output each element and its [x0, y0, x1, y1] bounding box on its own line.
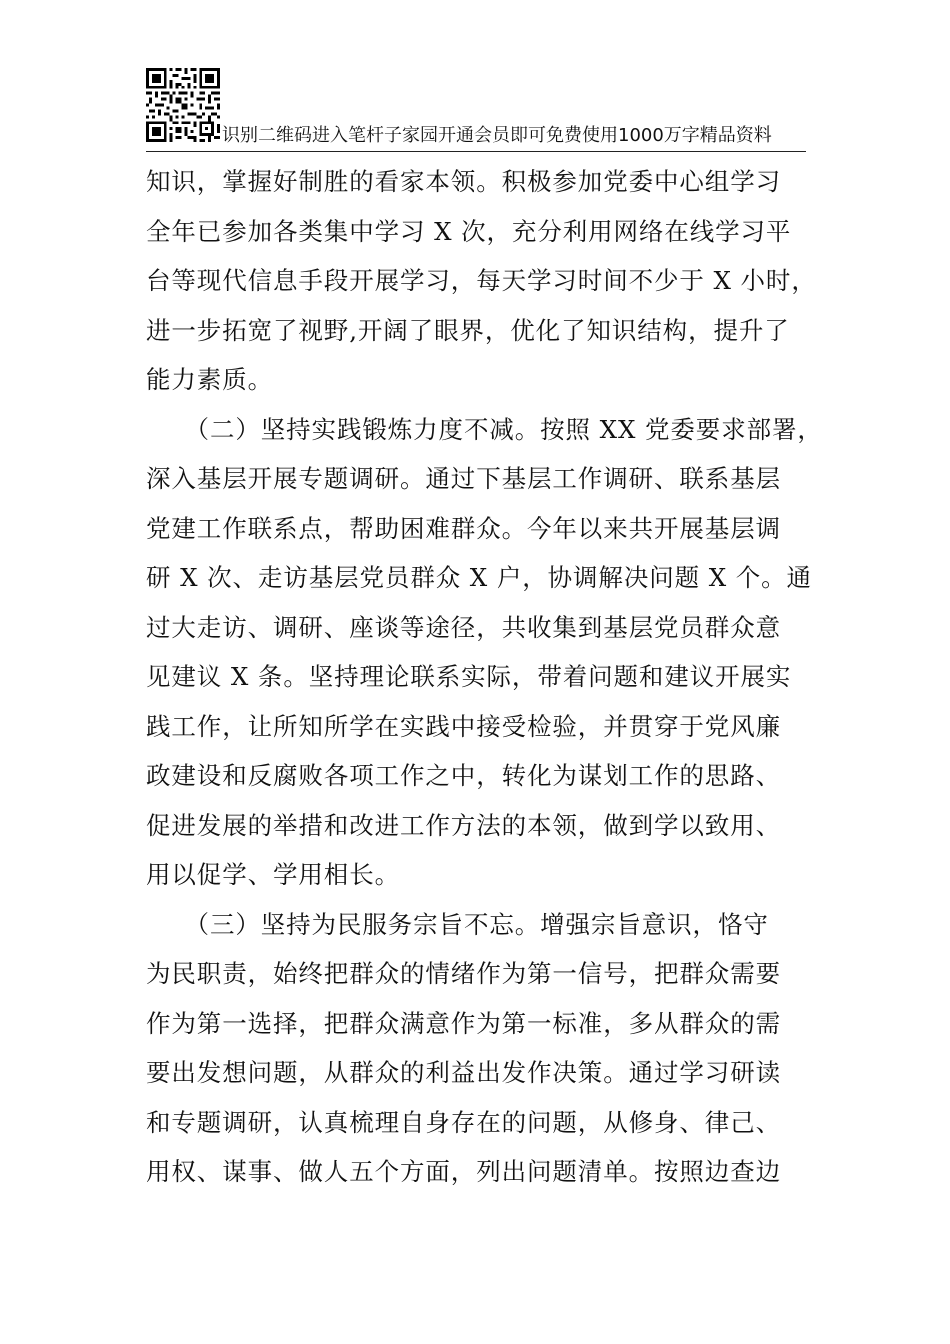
qr-code-icon[interactable] — [146, 68, 220, 142]
body-line: 践工作，让所知所学在实践中接受检验，并贯穿于党风廉 — [146, 711, 781, 741]
body-line: 政建设和反腐败各项工作之中，转化为谋划工作的思路、 — [146, 761, 781, 790]
body-line: 党建工作联系点，帮助困难群众。今年以来共开展基层调 — [146, 513, 781, 543]
body-line: 用权、谋事、做人五个方面，列出问题清单。按照边查边 — [146, 1157, 781, 1186]
header-divider — [146, 151, 806, 152]
body-line: 作为第一选择，把群众满意作为第一标准，多从群众的需 — [146, 1008, 781, 1038]
body-line: 促进发展的举措和改进工作方法的本领，做到学以致用、 — [146, 810, 781, 840]
body-line: 能力素质。 — [146, 365, 273, 394]
page-header — [146, 68, 806, 152]
body-line: 台等现代信息手段开展学习，每天学习时间不少于 X 小时， — [146, 266, 817, 295]
body-line: 过大走访、调研、座谈等途径，共收集到基层党员群众意 — [146, 612, 781, 642]
header-promo-text: 识别二维码进入笔杆子家园开通会员即可免费使用1000万字精品资料 — [222, 125, 772, 146]
body-line: 和专题调研，认真梳理自身存在的问题，从修身、律己、 — [146, 1107, 781, 1137]
body-line: 全年已参加各类集中学习 X 次，充分利用网络在线学习平 — [146, 216, 792, 246]
body-line: 进一步拓宽了视野,开阔了眼界，优化了知识结构，提升了 — [146, 315, 790, 345]
body-line: 知识，掌握好制胜的看家本领。积极参加党委中心组学习 — [146, 167, 781, 196]
body-line: 为民职责，始终把群众的情绪作为第一信号，把群众需要 — [146, 959, 781, 988]
section-heading-line: （二）坚持实践锻炼力度不减。按照 XX 党委要求部署， — [146, 414, 823, 444]
body-line: 深入基层开展专题调研。通过下基层工作调研、联系基层 — [146, 464, 781, 493]
body-line: 研 X 次、走访基层党员群众 X 户，协调解决问题 X 个。通 — [146, 563, 812, 592]
section-heading-line: （三）坚持为民服务宗旨不忘。增强宗旨意识，恪守 — [146, 909, 769, 939]
body-line: 要出发想问题，从群众的利益出发作决策。通过学习研读 — [146, 1058, 781, 1087]
body-line: 用以促学、学用相长。 — [146, 860, 400, 889]
document-body — [146, 157, 823, 1197]
body-line: 见建议 X 条。坚持理论联系实际，带着问题和建议开展实 — [146, 662, 792, 691]
